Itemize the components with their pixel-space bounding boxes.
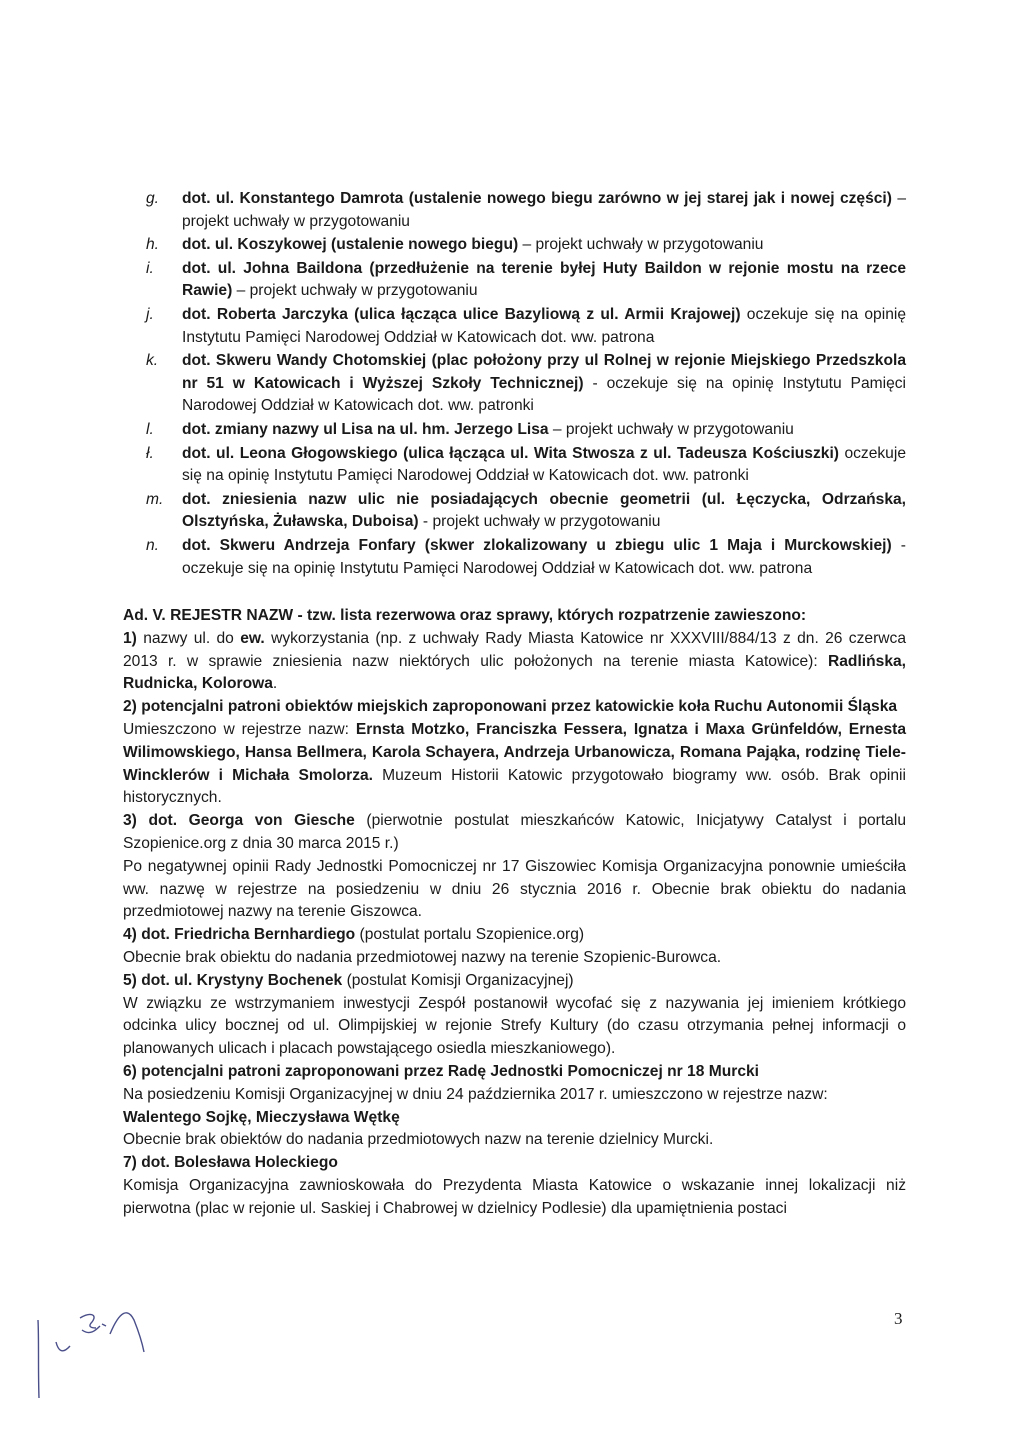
register-paragraph-4-heading: 4) dot. Friedricha Bernhardiego (postulat portalu Szopienice.org) — [123, 926, 585, 944]
register-paragraph-3-heading: 3) dot. Georga von Giesche (pierwotnie postulat mieszkańców Katowic, Inicjatywy Catalyst i portalu Szopienice.org z dnia 30 marca 2015 r.) — [123, 812, 906, 852]
register-paragraph-1: 1) nazwy ul. do ew. wykorzystania (np. z uchwały Rady Miasta Katowice nr XXXVIII/884/13 z dn. 26 czerwca 2013 r. w sprawie zniesienia nazw niektórych ulic położonych na terenie miasta Katowice): Radlińska, Rudnicka, Kolorowa. — [123, 629, 906, 693]
register-paragraph-6-heading: 6) potencjalni patroni zaproponowani przez Radę Jednostki Pomocniczej nr 18 Murcki — [123, 1062, 759, 1080]
register-paragraph-6-note: Obecnie brak obiektów do nadania przedmiotowych nazw na terenie dzielnicy Murcki. — [123, 1131, 714, 1149]
list-item: k. dot. Skweru Wandy Chotomskiej (plac położony przy ul Rolnej w rejonie Miejskiego Przedszkola nr 51 w Katowicach i Wyższej Szkoły Technicznej) - oczekuje się na opinię Instytutu Pamięci Narodowej Oddział w Katowicach dot. ww. patronki — [146, 352, 906, 415]
register-paragraph-5: W związku ze wstrzymaniem inwestycji Zespół postanowił wycofać się z nazywania jej imieniem krótkiego odcinka ulicy bocznej od ul. Olimpijskiej w rejonie Strefy Kultury (do czasu otrzymania pełnej informacji o planowanych ulicach i placach powstającego osiedla mieszkaniowego). — [123, 994, 906, 1058]
list-marker: l. — [146, 420, 154, 438]
list-item: n. dot. Skweru Andrzeja Fonfary (skwer zlokalizowany u zbiegu ulic 1 Maja i Murckowskiej) - oczekuje się na opinię Instytutu Pamięci Narodowej Oddział w Katowicach dot. ww. patrona — [146, 536, 906, 577]
register-paragraph-7-heading: 7) dot. Bolesława Holeckiego — [123, 1154, 338, 1172]
section-heading: Ad. V. REJESTR NAZW - tzw. lista rezerwowa oraz sprawy, których rozpatrzenie zawieszono: — [123, 607, 807, 624]
register-paragraph-2: Umieszczono w rejestrze nazw: Ernsta Motzko, Franciszka Fessera, Ignatza i Maxa Grünfeldów, Ernesta Wilimowskiego, Hansa Bellmera, Karola Schayera, Andrzeja Urbanowicza, Romana Pająka, rodzinę Tiele-Wincklerów i Michała Smolorza. Muzeum Historii Katowic przygotowało biogramy ww. osób. Brak opinii historycznych. — [123, 720, 906, 807]
list-marker: ł. — [146, 444, 154, 462]
register-paragraph-4: Obecnie brak obiektu do nadania przedmiotowej nazwy na terenie Szopienic-Burowca. — [123, 948, 722, 966]
register-paragraph-3: Po negatywnej opinii Rady Jednostki Pomocniczej nr 17 Giszowiec Komisja Organizacyjna ponownie umieściła ww. nazwę w rejestrze na posiedzeniu w dniu 26 stycznia 2016 r. Obecnie brak obiektu do nadania przedmiotowej nazwy na terenie Giszowca. — [123, 857, 906, 921]
register-paragraph-2-heading: 2) potencjalni patroni obiektów miejskich zaproponowani przez katowickie koła Ruchu Autonomii Śląska — [123, 698, 898, 716]
list-marker: m. — [146, 490, 164, 508]
list-marker: h. — [146, 236, 160, 254]
register-paragraph-5-heading: 5) dot. ul. Krystyny Bochenek (postulat Komisji Organizacyjnej) — [123, 971, 574, 989]
lettered-list — [146, 188, 907, 581]
handwritten-initials — [30, 1300, 180, 1400]
list-item: m. dot. zniesienia nazw ulic nie posiadających obecnie geometrii (ul. Łęczycka, Odrzańska, Olsztyńska, Żuławska, Duboisa) - projekt uchwały w przygotowaniu — [146, 490, 906, 531]
list-item: ł. dot. ul. Leona Głogowskiego (ulica łącząca ul. Wita Stwosza z ul. Tadeusza Kościuszki) oczekuje się na opinię Instytutu Pamięci Narodowej Oddział w Katowicach dot. ww. patronki — [146, 444, 906, 485]
list-marker: n. — [146, 536, 160, 554]
register-paragraph-6: Na posiedzeniu Komisji Organizacyjnej w dniu 24 października 2017 r. umieszczono w rejestrze nazw: — [123, 1085, 828, 1103]
list-marker: g. — [146, 190, 160, 207]
list-marker: i. — [146, 259, 154, 277]
register-paragraph-6-names: Walentego Sojkę, Mieczysława Wętkę — [123, 1108, 400, 1126]
list-item: l. dot. zmiany nazwy ul Lisa na ul. hm. Jerzego Lisa – projekt uchwały w przygotowaniu — [176, 419, 906, 442]
register-paragraph-7: Komisja Organizacyjna zawnioskowała do Prezydenta Miasta Katowice o wskazanie innej lokalizacji niż pierwotna (plac w rejonie ul. Saskiej i Chabrowej w dzielnicy Podlesie) dla upamiętnienia postaci — [123, 1176, 906, 1217]
page-number: 3 — [894, 1309, 903, 1328]
list-item: i. dot. ul. Johna Baildona (przedłużenie na terenie byłej Huty Baildon w rejonie mostu na rzece Rawie) – projekt uchwały w przygotowaniu — [146, 259, 906, 300]
list-item: g. dot. ul. Konstantego Damrota (ustalenie nowego biegu zarówno w jej starej jak i nowej części) – projekt uchwały w przygotowaniu — [146, 190, 906, 230]
list-marker: k. — [146, 352, 159, 370]
list-item: j. dot. Roberta Jarczyka (ulica łącząca ulice Bazyliową z ul. Armii Krajowej) oczekuje się na opinię Instytutu Pamięci Narodowej Oddział w Katowicach dot. ww. patrona — [146, 305, 907, 346]
register-section — [123, 605, 906, 1221]
list-marker: j. — [146, 305, 154, 323]
list-item: h. dot. ul. Koszykowej (ustalenie nowego biegu) – projekt uchwały w przygotowaniu — [176, 234, 906, 257]
